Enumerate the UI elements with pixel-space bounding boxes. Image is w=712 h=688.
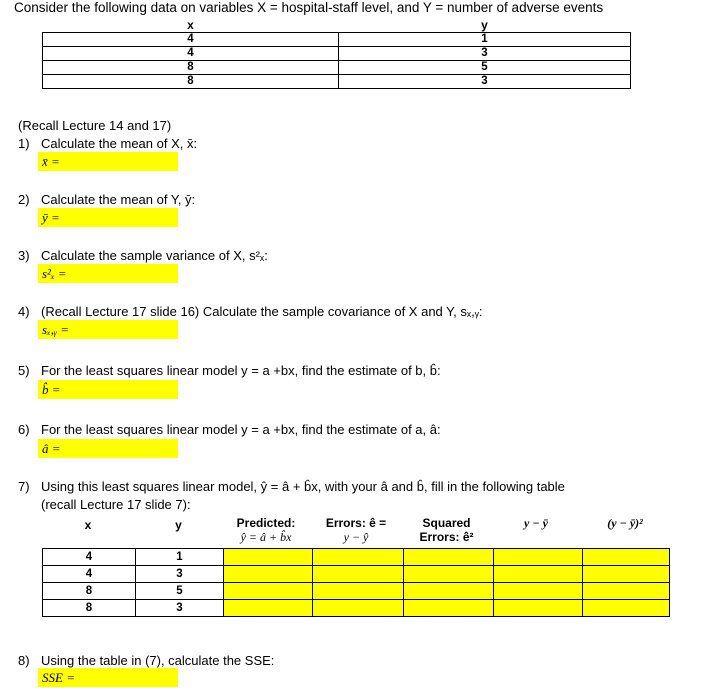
fill-header-squared-label: Squared (422, 516, 471, 530)
table-row (43, 549, 670, 566)
fill-cell-dev[interactable] (494, 566, 583, 583)
q3-text: Calculate the sample variance of X, s²ₓ: (41, 248, 268, 263)
fill-cell-y[interactable]: 5 (136, 583, 224, 600)
table-row (43, 47, 631, 61)
fill-cell-error[interactable] (313, 600, 404, 617)
q2-number: 2) (18, 192, 30, 207)
col-header-x: x (187, 18, 194, 32)
fill-cell-squared-error[interactable] (404, 583, 494, 600)
q6-number: 6) (18, 422, 30, 437)
fill-header-dev: y − ȳ (524, 516, 548, 530)
fill-header-errors-formula: y − ŷ (343, 530, 369, 544)
q1-text: Calculate the mean of X, x̄: (41, 136, 198, 151)
fill-table (42, 548, 670, 617)
fill-cell-dev[interactable] (494, 549, 583, 566)
fill-cell-predicted[interactable] (224, 600, 313, 617)
cell-y[interactable]: 5 (339, 61, 631, 75)
fill-header-squared (402, 516, 491, 544)
cell-y[interactable]: 3 (339, 75, 631, 89)
q7-number: 7) (18, 479, 30, 494)
fill-cell-dev-sq[interactable] (583, 566, 670, 583)
fill-cell-dev-sq[interactable] (583, 549, 670, 566)
cell-y[interactable]: 1 (339, 33, 631, 47)
q2-text: Calculate the mean of Y, ȳ: (41, 192, 196, 207)
cell-x[interactable]: 8 (43, 61, 339, 75)
q7-text-line1: Using this least squares linear model, ŷ = â + b̂x, with your â and b̂, fill in the following table (41, 479, 565, 494)
table-row (43, 33, 631, 47)
q6-answer-field[interactable]: â = (38, 439, 178, 458)
fill-cell-dev[interactable] (494, 583, 583, 600)
q6-text: For the least squares linear model y = a +bx, find the estimate of a, â: (41, 422, 441, 437)
fill-cell-y[interactable]: 1 (136, 549, 224, 566)
q8-text: Using the table in (7), calculate the SSE: (41, 653, 275, 668)
q3-number: 3) (18, 248, 30, 263)
fill-header-errors-label: Errors: ê = (325, 516, 387, 530)
cell-x[interactable]: 8 (43, 75, 339, 89)
fill-cell-squared-error[interactable] (404, 600, 494, 617)
fill-cell-error[interactable] (313, 566, 404, 583)
table-row (43, 600, 670, 617)
q1-answer-field[interactable]: x̄ = (38, 152, 178, 171)
q5-text: For the least squares linear model y = a +bx, find the estimate of b, b̂: (41, 363, 441, 378)
q8-number: 8) (18, 653, 30, 668)
fill-cell-error[interactable] (313, 549, 404, 566)
fill-cell-y[interactable]: 3 (136, 600, 224, 617)
fill-header-squared-formula: Errors: ê² (419, 530, 474, 544)
cell-y[interactable]: 3 (339, 47, 631, 61)
cell-x[interactable]: 4 (43, 47, 339, 61)
fill-cell-dev-sq[interactable] (583, 583, 670, 600)
fill-header-dev-sq: (y − ȳ)² (607, 516, 643, 530)
fill-header-errors (311, 516, 401, 545)
fill-cell-y[interactable]: 3 (136, 566, 224, 583)
fill-cell-squared-error[interactable] (404, 566, 494, 583)
table-row (43, 583, 670, 600)
q8-answer-field[interactable]: SSE = (38, 668, 178, 687)
q5-answer-field[interactable]: b̂ = (38, 380, 178, 399)
col-header-y: y (481, 18, 488, 32)
table-row (43, 61, 631, 75)
fill-cell-dev-sq[interactable] (583, 600, 670, 617)
fill-cell-x[interactable]: 4 (43, 566, 136, 583)
fill-cell-x[interactable]: 8 (43, 600, 136, 617)
table-row (43, 75, 631, 89)
q4-text: (Recall Lecture 17 slide 16) Calculate the sample covariance of X and Y, sₓ,ᵧ: (41, 304, 483, 319)
q1-number: 1) (18, 136, 30, 151)
fill-cell-squared-error[interactable] (404, 549, 494, 566)
q4-number: 4) (18, 304, 30, 319)
q7-text-line2: (recall Lecture 17 slide 7): (41, 497, 191, 512)
recall-note: (Recall Lecture 14 and 17) (18, 118, 172, 133)
fill-cell-dev[interactable] (494, 600, 583, 617)
fill-header-x: x (84, 518, 92, 532)
q3-answer-field[interactable]: s²ₓ = (38, 264, 178, 283)
fill-cell-predicted[interactable] (224, 583, 313, 600)
fill-cell-error[interactable] (313, 583, 404, 600)
q5-number: 5) (18, 363, 30, 378)
q4-answer-field[interactable]: sₓ,ᵧ = (38, 320, 178, 339)
q2-answer-field[interactable]: ȳ = (38, 208, 178, 227)
table-row (43, 566, 670, 583)
fill-header-predicted-formula: ŷ = â + b̂x (240, 530, 292, 544)
data-table (42, 19, 631, 89)
fill-header-y: y (175, 518, 182, 532)
fill-header-predicted (222, 516, 310, 545)
fill-cell-predicted[interactable] (224, 566, 313, 583)
page-title: Consider the following data on variables X = hospital-staff level, and Y = number of adverse events (14, 0, 604, 15)
fill-cell-x[interactable]: 8 (43, 583, 136, 600)
cell-x[interactable]: 4 (43, 33, 339, 47)
fill-header-predicted-label: Predicted: (236, 516, 296, 530)
fill-cell-x[interactable]: 4 (43, 549, 136, 566)
fill-cell-predicted[interactable] (224, 549, 313, 566)
